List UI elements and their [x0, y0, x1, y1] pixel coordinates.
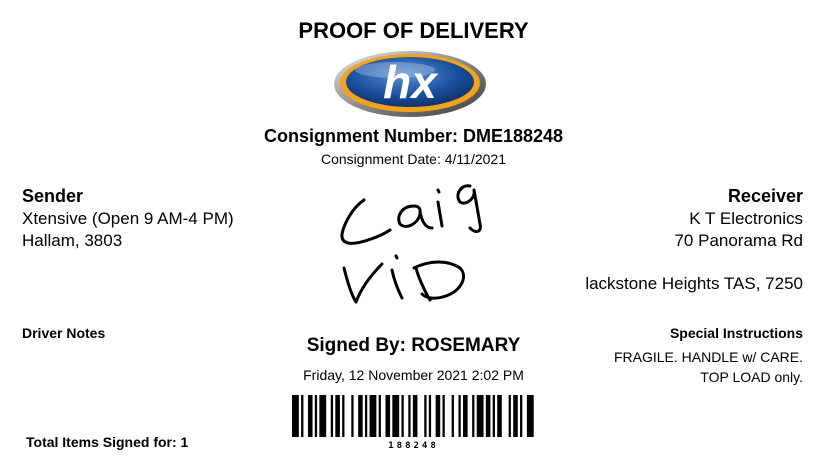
barcode-bar: [472, 395, 474, 437]
barcode-bar: [408, 395, 410, 437]
hx-logo: [333, 46, 488, 118]
barcode-bar: [463, 395, 468, 437]
barcode-bar: [292, 395, 299, 437]
receiver-name: K T Electronics: [689, 209, 803, 228]
signed-by: Signed By: ROSEMARY: [306, 335, 521, 356]
barcode-bar: [335, 395, 340, 437]
barcode-bar: [493, 395, 495, 437]
barcode-bar: [308, 395, 313, 437]
barcode-bar: [424, 395, 426, 437]
barcode-bar: [301, 395, 303, 437]
barcode-bar: [477, 395, 484, 437]
barcode-bar: [527, 395, 534, 437]
barcode-bar: [509, 395, 511, 437]
barcode-bar: [401, 395, 403, 437]
consignment-number: Consignment Number: DME188248: [263, 126, 564, 146]
receiver-street: 70 Panorama Rd: [674, 231, 803, 250]
special-instruction-line: TOP LOAD only.: [700, 369, 803, 385]
total-items-signed: Total Items Signed for: 1: [26, 434, 189, 450]
receiver-heading: Receiver: [727, 186, 803, 206]
barcode-bar: [429, 395, 431, 437]
logo-text: hx: [383, 56, 437, 108]
driver-notes-heading: Driver Notes: [22, 325, 106, 341]
barcode-bar: [443, 395, 445, 437]
barcode-bar: [392, 395, 399, 437]
special-instructions-heading: Special Instructions: [669, 325, 803, 341]
special-instruction-line: FRAGILE. HANDLE w/ CARE.: [613, 349, 803, 365]
sender-name: Xtensive (Open 9 AM-4 PM): [22, 209, 234, 228]
sender-address: Hallam, 3803: [22, 231, 123, 250]
signed-date: Friday, 12 November 2021 2:02 PM: [303, 367, 524, 383]
barcode-bar: [351, 395, 353, 437]
sender-heading: Sender: [22, 186, 84, 206]
handwritten-signature: [330, 172, 500, 312]
barcode-bar: [413, 395, 418, 437]
receiver-suburb: lackstone Heights TAS, 7250: [585, 274, 803, 293]
barcode-bar: [342, 395, 344, 437]
barcode-bar: [436, 395, 441, 437]
barcode-bar: [358, 395, 363, 437]
page-title: PROOF OF DELIVERY: [298, 18, 529, 43]
barcode-bar: [331, 395, 333, 437]
barcode-bar: [497, 395, 502, 437]
barcode-bar: [386, 395, 391, 437]
barcode-bar: [486, 395, 491, 437]
barcode-bar: [520, 395, 522, 437]
barcode-bar: [319, 395, 326, 437]
barcode: [292, 395, 536, 437]
consignment-date: Consignment Date: 4/11/2021: [321, 151, 506, 167]
barcode-bar: [315, 395, 317, 437]
barcode-bar: [513, 395, 518, 437]
barcode-bar: [458, 395, 460, 437]
barcode-bar: [452, 395, 454, 437]
barcode-number: 188248: [388, 441, 439, 451]
barcode-bar: [365, 395, 367, 437]
barcode-bar: [370, 395, 377, 437]
barcode-bar: [379, 395, 381, 437]
